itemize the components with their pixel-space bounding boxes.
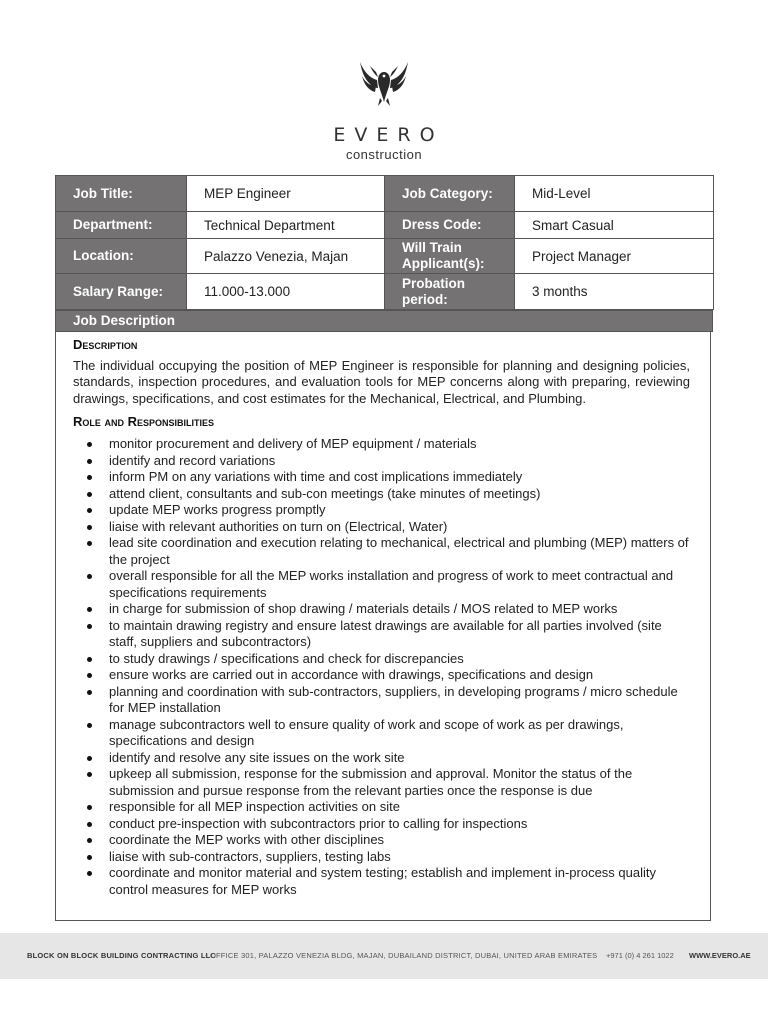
job-description-header-label: Job Description — [73, 313, 176, 328]
list-item: coordinate the MEP works with other disciplines — [109, 832, 690, 849]
footer-company: BLOCK ON BLOCK BUILDING CONTRACTING LLC — [27, 951, 217, 960]
list-item: overall responsible for all the MEP works installation and progress of work to meet contractual and specifications requirements — [109, 568, 690, 601]
salary-range-label: Salary Range: — [56, 274, 187, 310]
list-item: attend client, consultants and sub-con meetings (take minutes of meetings) — [109, 486, 690, 503]
department-value: Technical Department — [187, 212, 385, 239]
description-title: Description — [73, 337, 138, 352]
dress-code-label: Dress Code: — [385, 212, 515, 239]
responsibilities-list — [73, 436, 690, 898]
location-label: Location: — [56, 239, 187, 274]
list-item: in charge for submission of shop drawing / materials details / MOS related to MEP works — [109, 601, 690, 618]
brand-name: EVERO — [333, 124, 444, 146]
job-category-value: Mid-Level — [515, 176, 714, 212]
eagle-emblem-icon — [356, 58, 412, 108]
table-row — [56, 176, 714, 212]
list-item: lead site coordination and execution relating to mechanical, electrical and plumbing (MEP) matters of the project — [109, 535, 689, 567]
probation-value: 3 months — [515, 274, 714, 310]
list-item: monitor procurement and delivery of MEP equipment / materials — [109, 436, 690, 453]
salary-range-value: 11.000-13.000 — [187, 274, 385, 310]
job-description-content — [73, 337, 690, 898]
list-item: planning and coordination with sub-contractors, suppliers, in developing programs / micro schedule for MEP installation — [109, 684, 690, 717]
dress-code-value: Smart Casual — [515, 212, 714, 239]
roles-title: Role and Responsibilities — [73, 414, 215, 430]
job-title-label: Job Title: — [56, 176, 187, 212]
department-label: Department: — [56, 212, 187, 239]
table-row — [56, 239, 714, 274]
table-row — [56, 212, 714, 239]
brand-tagline: construction — [345, 147, 423, 162]
footer-phone: +971 (0) 4 261 1022 — [606, 951, 674, 960]
list-item: liaise with sub-contractors, suppliers, testing labs — [109, 849, 690, 866]
list-item: ensure works are carried out in accordance with drawings, specifications and design — [109, 667, 690, 684]
footer-address: - OFFICE 301, PALAZZO VENEZIA BLDG, MAJAN, DUBAILAND DISTRICT, DUBAI, UNITED ARAB EMIRATES — [205, 951, 598, 960]
list-item: identify and record variations — [109, 453, 690, 470]
list-item: upkeep all submission, response for the submission and approval. Monitor the status of the submission and pursue response from the relevant parties once the response is due — [109, 766, 690, 799]
will-train-value: Project Manager — [515, 239, 714, 274]
list-item: responsible for all MEP inspection activities on site — [109, 799, 690, 816]
list-item: identify and resolve any site issues on the work site — [109, 750, 690, 767]
description-text: The individual occupying the position of MEP Engineer is responsible for planning and designing policies, standards, inspection procedures, and evaluation tools for MEP concerns along with preparing, reviewing drawings, specifications, and cost estimates for the Mechanical, Electrical, and Plumbing. — [73, 358, 690, 406]
list-item: update MEP works progress promptly — [109, 502, 690, 519]
list-item: liaise with relevant authorities on turn on (Electrical, Water) — [109, 519, 690, 536]
list-item: manage subcontractors well to ensure quality of work and scope of work as per drawings, specifications and design — [109, 717, 690, 750]
table-row — [56, 274, 714, 310]
footer — [0, 933, 768, 979]
probation-label: Probation period: — [385, 274, 515, 310]
job-title-value: MEP Engineer — [187, 176, 385, 212]
list-item: conduct pre-inspection with subcontractors prior to calling for inspections — [109, 816, 690, 833]
list-item: inform PM on any variations with time and cost implications immediately — [109, 469, 690, 486]
list-item: coordinate and monitor material and system testing; establish and implement in-process quality control measures for MEP works — [109, 865, 690, 898]
list-item: to maintain drawing registry and ensure latest drawings are available for all parties involved (site staff, suppliers and subcontractors) — [109, 618, 690, 651]
list-item: to study drawings / specifications and check for discrepancies — [109, 651, 690, 668]
location-value: Palazzo Venezia, Majan — [187, 239, 385, 274]
job-info-table — [55, 175, 714, 310]
footer-website[interactable]: WWW.EVERO.AE — [689, 951, 751, 960]
job-description-header — [55, 310, 713, 332]
job-category-label: Job Category: — [385, 176, 515, 212]
will-train-label: Will Train Applicant(s): — [385, 239, 515, 274]
company-logo — [0, 58, 768, 162]
